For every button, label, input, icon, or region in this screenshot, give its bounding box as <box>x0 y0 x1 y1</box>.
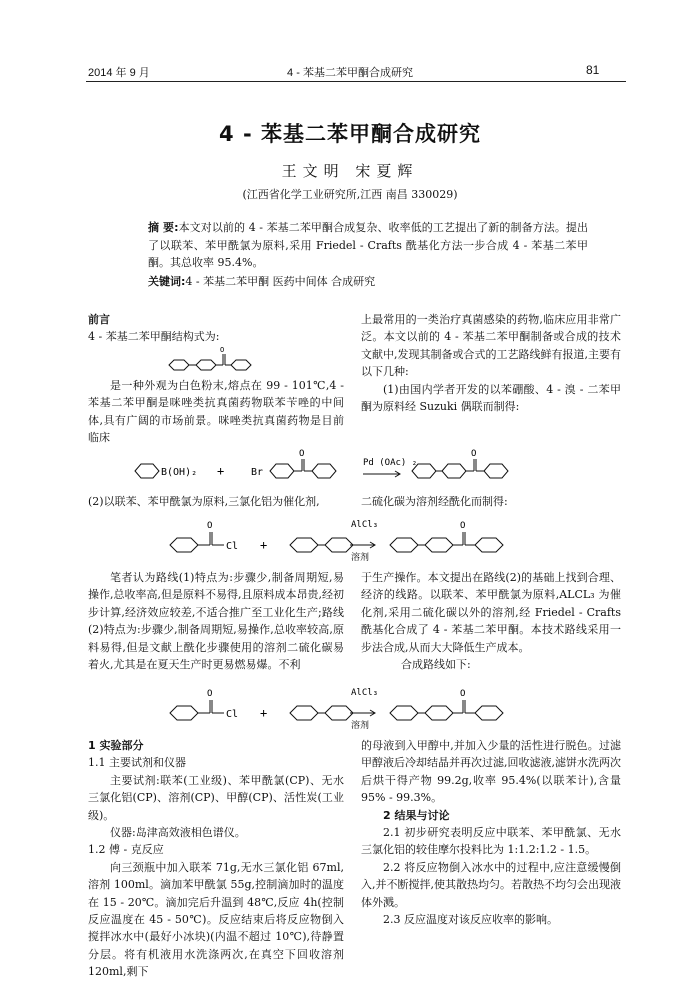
plus-sign: + <box>217 464 225 478</box>
intro-paragraph <box>88 377 344 447</box>
route-label: 合成路线如下: <box>401 658 471 672</box>
scheme-suzuki <box>95 445 615 490</box>
intro-heading: 前言 <box>88 313 110 326</box>
sub1-heading: 1.1 主要试剂和仪器 <box>88 756 186 770</box>
authors: 王文明 宋夏辉 <box>281 162 419 180</box>
header-page-number: 81 <box>586 63 600 77</box>
alcl3-label: AlCl₃ <box>351 520 379 530</box>
structure-oxygen: O <box>220 346 225 354</box>
plus-sign-3: + <box>260 706 268 720</box>
ketone-oxygen-2: O <box>471 449 477 459</box>
keywords-text: 4 - 苯基二苯甲酮 医药中间体 合成研究 <box>185 275 376 288</box>
experimental-section <box>88 737 344 981</box>
route2-right: 二硫化碳为溶剂经酰化而制得: <box>361 495 508 508</box>
sub2-heading: 1.2 傅 - 克反应 <box>88 843 164 857</box>
article-title: 4 - 苯基二苯甲酮合成研究 <box>219 122 481 146</box>
right-top-para: 上最常用的一类治疗真菌感染的药物,临床应用非常广泛。本文以前的 4 - 苯基二苯甲酮制备或合成的技术文献中,发现其制备或合式的工艺路线鲜有报道,主要有以下几种: <box>361 313 621 379</box>
route2-left: (2)以联苯、苯甲酰氯为原料,三氯化铝为催化剂, <box>88 495 320 508</box>
discussion-right <box>361 569 621 673</box>
intro-section <box>88 311 344 346</box>
header-date: 2014 年 9 月 <box>88 67 150 79</box>
alcl3-label-2: AlCl₃ <box>351 688 379 698</box>
results-continued: 的母液到入甲醇中,并加入少量的活性进行脱色。过滤甲醇液后冷却结晶并再次过滤,回收滤液,滤饼水洗两次后烘干得产物 99.2g,收率 95.4%(以联苯计),含量 95% - 99.3%。 <box>361 739 621 805</box>
product-oxygen: O <box>460 521 466 531</box>
keywords <box>148 273 588 289</box>
solvent-label-2: 溶剂 <box>351 721 370 731</box>
abstract-text: 本文对以前的 4 - 苯基二苯甲酮合成复杂、收率低的工艺提出了新的制备方法。提出了以联苯、苯甲酰氯为原料,采用 Friedel - Crafts 酰基化方法一步合成 4 - 苯基二苯甲酮。其总收率 95.4%。 <box>148 221 589 269</box>
route1-text: (1)由国内学者开发的以苯硼酸、4 - 溴 - 二苯甲酮为原料经 Suzuki 偶联而制得: <box>361 382 621 414</box>
right-top <box>361 311 621 415</box>
bromo-label: Br <box>251 467 264 478</box>
ketone-oxygen-1: O <box>299 449 305 459</box>
instrument-text: 仪器:岛津高效液相色谱仪。 <box>110 826 246 840</box>
plus-sign-2: + <box>260 538 268 552</box>
acyl-oxygen-2: O <box>207 689 213 699</box>
boronic-acid-label: B(OH)₂ <box>161 467 198 478</box>
discussion-right-text: 于生产操作。本文提出在路线(2)的基础上找到合理、经济的线路。以联苯、苯甲酰氯为原料,ALCL₃ 为催化剂,采用二硫化碳以外的溶剂,经 Friedel - Crafts 酰基化合成了 4 - 苯基二苯甲酮。本技术路线采用一步法合成,从而大大降低生产成本。 <box>361 571 621 654</box>
chloride-label-2: Cl <box>226 709 239 720</box>
result-2-3: 2.3 反应温度对该反应收率的影响。 <box>383 913 558 927</box>
scheme-acylation-1 <box>160 513 540 565</box>
results-heading: 2 结果与讨论 <box>383 808 450 822</box>
results-section <box>361 737 621 928</box>
chloride-label: Cl <box>226 541 239 552</box>
abstract-label: 摘 要: <box>148 221 179 234</box>
result-2-2: 2.2 将反应物倒入冰水中的过程中,应注意缓慢倒入,并不断搅拌,使其散热均匀。若散热不均匀会出现液体外溅。 <box>361 860 621 909</box>
header-rule <box>86 81 626 82</box>
scheme-acylation-2 <box>160 681 540 733</box>
intro-para: 是一种外观为白色粉末,熔点在 99 - 101℃,4 - 苯基二苯甲酮是咪唑类抗真菌药物联苯苄唑的中间体,具有广阔的市场前景。咪唑类抗真菌药物是目前临床 <box>88 379 344 445</box>
keywords-label: 关键词: <box>148 275 186 288</box>
discussion-left <box>88 569 344 673</box>
discussion-left-text: 笔者认为路线(1)特点为:步骤少,制备周期短,易操作,总收率高,但是原料不易得,且原料成本昂贵,经初步计算,经济效应较差,不适合推广至工业化生产;路线(2)特点为:步骤少,制备周期短,易操作,总收率较高,原料易得,但是文献上酰化步骤使用的溶剂二硫化碳易着火,尤其是在夏天生产时更易燃易爆。不利 <box>88 571 344 672</box>
intro-line1: 4 - 苯基二苯甲酮结构式为: <box>88 330 220 344</box>
solvent-label: 溶剂 <box>351 553 370 563</box>
affiliation: (江西省化学工业研究所,江西 南昌 330029) <box>242 188 458 201</box>
reagents-text: 主要试剂:联苯(工业级)、苯甲酰氯(CP)、无水三氯化铝(CP)、溶剂(CP)、甲醇(CP)、活性炭(工业级)。 <box>88 773 344 822</box>
experimental-heading: 1 实验部分 <box>88 739 144 752</box>
structure-4-phenylbenzophenone <box>165 345 275 373</box>
procedure-text: 向三颈瓶中加入联苯 71g,无水三氯化铝 67ml,溶剂 100ml。滴加苯甲酰氯 55g,控制滴加时的温度在 15 - 20℃。滴加完后升温到 48℃,反应 4h(控制反应温度在 45 - 50℃)。反应结束后将反应物倒入搅拌冰水中(最好小冰块)(内温不超过 10℃),待静置分层。将有机液用水洗涤两次,在真空下回收溶剂 120ml,剩下 <box>88 860 344 979</box>
header-journal-title: 4 - 苯基二苯甲酮合成研究 <box>287 67 413 79</box>
pd-catalyst-label: Pd (OAc) ₂ <box>363 458 418 468</box>
product-oxygen-2: O <box>460 689 466 699</box>
abstract <box>148 219 588 272</box>
acyl-oxygen: O <box>207 521 213 531</box>
result-2-1: 2.1 初步研究表明反应中联苯、苯甲酰氯、无水三氯化铝的较佳摩尔投料比为 1:1.2:1.2 - 1.5。 <box>361 826 621 857</box>
